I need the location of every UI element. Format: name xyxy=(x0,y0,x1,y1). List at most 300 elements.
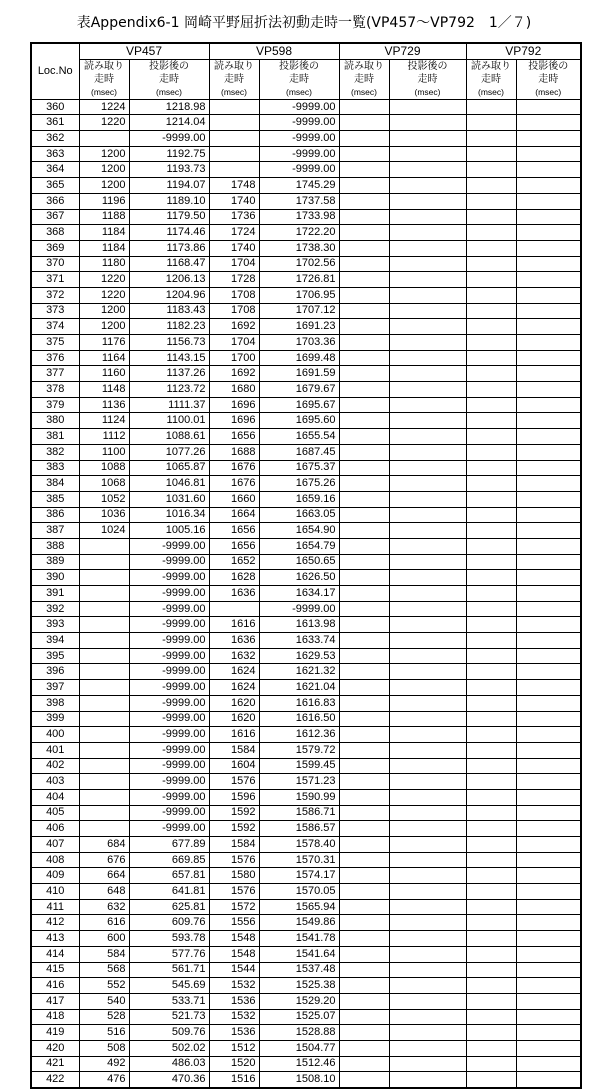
projected-time-cell: 1529.20 xyxy=(259,993,339,1009)
projected-time-cell: 502.02 xyxy=(129,1040,209,1056)
header-label: 読み取り xyxy=(471,60,511,72)
projected-time-cell xyxy=(516,193,581,209)
read-time-cell: 1636 xyxy=(209,586,259,602)
projected-time-cell: -9999.00 xyxy=(129,664,209,680)
projected-time-cell: 1137.26 xyxy=(129,366,209,382)
read-time-cell xyxy=(466,711,516,727)
read-time-cell xyxy=(466,884,516,900)
loc-no-cell: 403 xyxy=(31,774,79,790)
projected-time-cell: 1613.98 xyxy=(259,617,339,633)
table-row xyxy=(31,680,581,696)
read-time-cell: 1088 xyxy=(79,460,129,476)
projected-time-cell xyxy=(389,429,466,445)
projected-time-cell: -9999.00 xyxy=(129,789,209,805)
projected-time-cell xyxy=(389,287,466,303)
read-time-cell xyxy=(466,899,516,915)
read-time-cell xyxy=(339,491,389,507)
read-time-cell: 516 xyxy=(79,1025,129,1041)
read-time-cell: 1628 xyxy=(209,570,259,586)
read-time-cell: 1200 xyxy=(79,319,129,335)
read-time-header xyxy=(79,59,129,99)
read-time-cell xyxy=(79,617,129,633)
header-label: 走時 xyxy=(224,73,244,85)
projected-time-cell: 677.89 xyxy=(129,837,209,853)
read-time-cell xyxy=(466,225,516,241)
read-time-cell xyxy=(79,821,129,837)
projected-time-cell: 1173.86 xyxy=(129,240,209,256)
projected-time-cell: 1687.45 xyxy=(259,444,339,460)
table-row xyxy=(31,1056,581,1072)
read-time-cell: 1708 xyxy=(209,287,259,303)
projected-time-cell: 1193.73 xyxy=(129,162,209,178)
projected-time-cell: -9999.00 xyxy=(129,805,209,821)
read-time-cell: 1136 xyxy=(79,397,129,413)
read-time-cell xyxy=(339,209,389,225)
table-row xyxy=(31,978,581,994)
table-row xyxy=(31,617,581,633)
table-row xyxy=(31,429,581,445)
loc-no-cell: 391 xyxy=(31,586,79,602)
read-time-cell xyxy=(466,805,516,821)
loc-no-cell: 413 xyxy=(31,931,79,947)
projected-time-cell: 1214.04 xyxy=(129,115,209,131)
read-time-cell: 1680 xyxy=(209,382,259,398)
read-time-cell: 1520 xyxy=(209,1056,259,1072)
projected-time-cell: 1528.88 xyxy=(259,1025,339,1041)
projected-time-cell xyxy=(389,491,466,507)
read-time-cell xyxy=(466,586,516,602)
projected-time-cell xyxy=(516,99,581,115)
projected-time-cell: 1192.75 xyxy=(129,146,209,162)
projected-time-cell: 1549.86 xyxy=(259,915,339,931)
projected-time-cell: 1663.05 xyxy=(259,507,339,523)
loc-no-cell: 414 xyxy=(31,946,79,962)
read-time-cell xyxy=(466,162,516,178)
read-time-cell: 1704 xyxy=(209,256,259,272)
read-time-cell: 1604 xyxy=(209,758,259,774)
projected-time-cell xyxy=(516,633,581,649)
projected-time-cell xyxy=(516,523,581,539)
read-time-cell xyxy=(466,821,516,837)
table-row xyxy=(31,491,581,507)
table-row xyxy=(31,1072,581,1088)
projected-time-cell xyxy=(389,193,466,209)
read-time-cell xyxy=(339,429,389,445)
header-label: 走時 xyxy=(417,73,438,85)
table-row xyxy=(31,225,581,241)
table-row xyxy=(31,319,581,335)
unit-label: (msec) xyxy=(156,86,182,97)
read-time-cell xyxy=(466,727,516,743)
table-row xyxy=(31,1040,581,1056)
loc-no-cell: 384 xyxy=(31,476,79,492)
read-time-cell xyxy=(466,366,516,382)
projected-time-cell xyxy=(516,350,581,366)
header-label: 投影後の xyxy=(407,60,448,72)
projected-time-cell: 1204.96 xyxy=(129,287,209,303)
table-row xyxy=(31,335,581,351)
read-time-cell: 1220 xyxy=(79,115,129,131)
projected-time-cell xyxy=(389,962,466,978)
read-time-cell xyxy=(79,601,129,617)
projected-time-cell xyxy=(516,586,581,602)
table-row xyxy=(31,884,581,900)
projected-time-header xyxy=(129,59,209,99)
read-time-cell xyxy=(466,115,516,131)
projected-time-cell: 1695.60 xyxy=(259,413,339,429)
loc-no-cell: 387 xyxy=(31,523,79,539)
projected-time-cell xyxy=(389,1040,466,1056)
projected-time-cell: 1726.81 xyxy=(259,272,339,288)
vp-group-header: VP598 xyxy=(209,43,339,59)
projected-time-cell: -9999.00 xyxy=(129,711,209,727)
read-time-cell: 1176 xyxy=(79,335,129,351)
read-time-cell xyxy=(339,1072,389,1088)
loc-no-cell: 410 xyxy=(31,884,79,900)
projected-time-cell: 1525.38 xyxy=(259,978,339,994)
projected-time-cell xyxy=(516,507,581,523)
projected-time-cell: 1699.48 xyxy=(259,350,339,366)
projected-time-cell: 609.76 xyxy=(129,915,209,931)
read-time-cell: 1576 xyxy=(209,774,259,790)
read-time-cell xyxy=(79,758,129,774)
projected-time-cell xyxy=(389,397,466,413)
unit-label: (msec) xyxy=(535,86,562,97)
projected-time-cell xyxy=(389,523,466,539)
projected-time-cell xyxy=(389,319,466,335)
projected-time-cell: -9999.00 xyxy=(259,146,339,162)
read-time-cell xyxy=(466,1072,516,1088)
loc-no-cell: 376 xyxy=(31,350,79,366)
projected-time-cell xyxy=(516,115,581,131)
projected-time-cell: 1616.50 xyxy=(259,711,339,727)
projected-time-cell: 1695.67 xyxy=(259,397,339,413)
read-time-cell: 1580 xyxy=(209,868,259,884)
read-time-cell: 1748 xyxy=(209,178,259,194)
projected-time-cell xyxy=(516,335,581,351)
read-time-cell xyxy=(466,413,516,429)
projected-time-cell: 577.76 xyxy=(129,946,209,962)
table-row xyxy=(31,240,581,256)
projected-time-cell xyxy=(516,680,581,696)
read-time-cell xyxy=(339,617,389,633)
read-time-cell: 1620 xyxy=(209,695,259,711)
table-row xyxy=(31,837,581,853)
read-time-cell xyxy=(466,287,516,303)
loc-no-cell: 374 xyxy=(31,319,79,335)
projected-time-cell: 1156.73 xyxy=(129,335,209,351)
loc-no-cell: 397 xyxy=(31,680,79,696)
read-time-cell xyxy=(209,115,259,131)
projected-time-cell xyxy=(389,335,466,351)
projected-time-cell: 1675.26 xyxy=(259,476,339,492)
read-time-cell: 508 xyxy=(79,1040,129,1056)
loc-no-cell: 409 xyxy=(31,868,79,884)
read-time-cell xyxy=(466,648,516,664)
table-row xyxy=(31,852,581,868)
read-time-cell xyxy=(79,633,129,649)
projected-time-cell: -9999.00 xyxy=(259,131,339,147)
read-time-cell xyxy=(339,382,389,398)
read-time-cell xyxy=(466,256,516,272)
projected-time-cell: 1016.34 xyxy=(129,507,209,523)
read-time-cell: 1620 xyxy=(209,711,259,727)
loc-no-cell: 395 xyxy=(31,648,79,664)
table-row xyxy=(31,178,581,194)
read-time-cell: 648 xyxy=(79,884,129,900)
read-time-cell xyxy=(79,774,129,790)
read-time-cell xyxy=(79,554,129,570)
table-row xyxy=(31,397,581,413)
read-time-cell xyxy=(339,554,389,570)
read-time-cell xyxy=(79,131,129,147)
projected-time-cell: 1621.04 xyxy=(259,680,339,696)
read-time-cell xyxy=(339,225,389,241)
projected-time-cell: 1174.46 xyxy=(129,225,209,241)
read-time-cell: 1728 xyxy=(209,272,259,288)
table-row xyxy=(31,695,581,711)
loc-no-cell: 408 xyxy=(31,852,79,868)
projected-time-cell xyxy=(389,586,466,602)
projected-time-cell: 1541.64 xyxy=(259,946,339,962)
projected-time-cell: 1691.59 xyxy=(259,366,339,382)
projected-time-cell xyxy=(389,444,466,460)
read-time-cell: 1548 xyxy=(209,931,259,947)
loc-no-cell: 368 xyxy=(31,225,79,241)
read-time-cell xyxy=(466,978,516,994)
read-time-cell: 1664 xyxy=(209,507,259,523)
projected-time-cell: 1005.16 xyxy=(129,523,209,539)
read-time-cell xyxy=(339,648,389,664)
header-label: 走時 xyxy=(159,73,179,85)
read-time-cell xyxy=(466,538,516,554)
table-row xyxy=(31,1025,581,1041)
read-time-cell: 676 xyxy=(79,852,129,868)
read-time-cell: 1692 xyxy=(209,319,259,335)
read-time-cell: 1516 xyxy=(209,1072,259,1088)
projected-time-cell xyxy=(516,413,581,429)
read-time-cell: 1676 xyxy=(209,460,259,476)
read-time-cell xyxy=(466,350,516,366)
read-time-cell: 1572 xyxy=(209,899,259,915)
read-time-cell: 1708 xyxy=(209,303,259,319)
read-time-cell xyxy=(209,146,259,162)
projected-time-cell xyxy=(516,978,581,994)
read-time-cell xyxy=(466,476,516,492)
projected-time-cell xyxy=(516,695,581,711)
loc-no-cell: 370 xyxy=(31,256,79,272)
projected-time-cell: 1504.77 xyxy=(259,1040,339,1056)
read-time-cell: 1068 xyxy=(79,476,129,492)
projected-time-cell: 533.71 xyxy=(129,993,209,1009)
header-label: 走時 xyxy=(354,73,374,85)
projected-time-cell: -9999.00 xyxy=(129,131,209,147)
loc-no-cell: 401 xyxy=(31,742,79,758)
projected-time-cell: 625.81 xyxy=(129,899,209,915)
read-time-cell: 476 xyxy=(79,1072,129,1088)
read-time-cell xyxy=(466,664,516,680)
projected-time-cell xyxy=(389,209,466,225)
read-time-cell xyxy=(339,789,389,805)
projected-time-cell: 1046.81 xyxy=(129,476,209,492)
projected-time-cell xyxy=(389,884,466,900)
loc-no-cell: 396 xyxy=(31,664,79,680)
read-time-cell: 1124 xyxy=(79,413,129,429)
header-label: 読み取り xyxy=(84,60,124,72)
loc-no-cell: 415 xyxy=(31,962,79,978)
table-row xyxy=(31,413,581,429)
projected-time-header xyxy=(389,59,466,99)
read-time-cell xyxy=(466,868,516,884)
read-time-cell xyxy=(79,586,129,602)
read-time-header xyxy=(339,59,389,99)
projected-time-cell xyxy=(389,758,466,774)
read-time-cell xyxy=(339,758,389,774)
read-time-cell xyxy=(339,742,389,758)
read-time-cell xyxy=(339,538,389,554)
loc-no-cell: 360 xyxy=(31,99,79,115)
projected-time-cell: 1571.23 xyxy=(259,774,339,790)
read-time-cell: 1180 xyxy=(79,256,129,272)
read-time-cell: 684 xyxy=(79,837,129,853)
read-time-cell: 1676 xyxy=(209,476,259,492)
projected-time-cell: -9999.00 xyxy=(129,758,209,774)
projected-time-cell xyxy=(389,821,466,837)
loc-no-cell: 371 xyxy=(31,272,79,288)
read-time-cell xyxy=(79,805,129,821)
read-time-cell xyxy=(466,303,516,319)
read-time-cell xyxy=(209,162,259,178)
projected-time-cell: 1100.01 xyxy=(129,413,209,429)
projected-time-cell: 1143.15 xyxy=(129,350,209,366)
projected-time-cell xyxy=(389,554,466,570)
read-time-cell xyxy=(339,319,389,335)
read-time-cell: 1660 xyxy=(209,491,259,507)
read-time-cell xyxy=(339,1025,389,1041)
read-time-cell xyxy=(466,680,516,696)
read-time-cell: 1188 xyxy=(79,209,129,225)
projected-time-cell xyxy=(389,931,466,947)
projected-time-cell xyxy=(516,146,581,162)
read-time-cell xyxy=(339,899,389,915)
read-time-cell: 1692 xyxy=(209,366,259,382)
projected-time-cell xyxy=(389,617,466,633)
loc-no-cell: 388 xyxy=(31,538,79,554)
read-time-cell: 1536 xyxy=(209,993,259,1009)
projected-time-cell: 1707.12 xyxy=(259,303,339,319)
read-time-cell xyxy=(466,444,516,460)
unit-label: (msec) xyxy=(478,86,504,97)
read-time-cell: 1688 xyxy=(209,444,259,460)
projected-time-cell: 1077.26 xyxy=(129,444,209,460)
table-row xyxy=(31,727,581,743)
read-time-cell xyxy=(339,366,389,382)
projected-time-cell xyxy=(516,789,581,805)
projected-time-cell: -9999.00 xyxy=(129,538,209,554)
projected-time-cell: 1512.46 xyxy=(259,1056,339,1072)
projected-time-cell: 1168.47 xyxy=(129,256,209,272)
table-row xyxy=(31,131,581,147)
read-time-cell xyxy=(339,664,389,680)
read-time-cell: 1696 xyxy=(209,413,259,429)
table-row xyxy=(31,789,581,805)
projected-time-cell: 641.81 xyxy=(129,884,209,900)
table-row xyxy=(31,915,581,931)
projected-time-cell xyxy=(516,382,581,398)
read-time-cell: 1148 xyxy=(79,382,129,398)
projected-time-cell xyxy=(389,382,466,398)
loc-no-cell: 372 xyxy=(31,287,79,303)
loc-no-cell: 422 xyxy=(31,1072,79,1088)
projected-time-cell: 1634.17 xyxy=(259,586,339,602)
loc-no-cell: 406 xyxy=(31,821,79,837)
read-time-cell: 1200 xyxy=(79,146,129,162)
read-time-cell: 1584 xyxy=(209,742,259,758)
read-time-cell xyxy=(466,382,516,398)
loc-no-cell: 402 xyxy=(31,758,79,774)
read-time-cell xyxy=(466,837,516,853)
projected-time-cell: 1629.53 xyxy=(259,648,339,664)
loc-no-cell: 398 xyxy=(31,695,79,711)
read-time-cell xyxy=(339,303,389,319)
table-row xyxy=(31,774,581,790)
table-row xyxy=(31,303,581,319)
projected-time-cell: 561.71 xyxy=(129,962,209,978)
read-time-cell: 1656 xyxy=(209,538,259,554)
read-time-cell xyxy=(339,444,389,460)
loc-no-cell: 392 xyxy=(31,601,79,617)
travel-time-table xyxy=(30,42,582,1089)
table-row xyxy=(31,99,581,115)
read-time-cell xyxy=(79,742,129,758)
projected-time-cell: 1088.61 xyxy=(129,429,209,445)
read-time-cell xyxy=(339,131,389,147)
read-time-cell: 664 xyxy=(79,868,129,884)
read-time-cell xyxy=(339,852,389,868)
projected-time-cell xyxy=(389,852,466,868)
read-time-cell xyxy=(466,931,516,947)
vp-group-header: VP792 xyxy=(466,43,581,59)
loc-no-cell: 418 xyxy=(31,1009,79,1025)
projected-time-cell: 1722.20 xyxy=(259,225,339,241)
projected-time-cell xyxy=(516,240,581,256)
projected-time-cell xyxy=(516,617,581,633)
read-time-cell xyxy=(466,993,516,1009)
unit-label: (msec) xyxy=(351,86,377,97)
unit-label: (msec) xyxy=(221,86,247,97)
read-time-cell: 1700 xyxy=(209,350,259,366)
read-time-cell xyxy=(466,633,516,649)
read-time-cell xyxy=(466,742,516,758)
projected-time-cell: 1586.57 xyxy=(259,821,339,837)
projected-time-cell xyxy=(389,805,466,821)
projected-time-cell: -9999.00 xyxy=(129,821,209,837)
unit-label: (msec) xyxy=(286,86,312,97)
read-time-cell xyxy=(339,837,389,853)
projected-time-cell xyxy=(389,256,466,272)
projected-time-cell: 1590.99 xyxy=(259,789,339,805)
projected-time-cell: 1570.31 xyxy=(259,852,339,868)
table-row xyxy=(31,115,581,131)
read-time-cell xyxy=(466,99,516,115)
projected-time-cell xyxy=(389,1009,466,1025)
read-time-cell xyxy=(466,523,516,539)
projected-time-cell xyxy=(516,742,581,758)
loc-no-cell: 373 xyxy=(31,303,79,319)
read-time-cell: 1184 xyxy=(79,225,129,241)
read-time-cell: 1696 xyxy=(209,397,259,413)
projected-time-cell xyxy=(516,664,581,680)
